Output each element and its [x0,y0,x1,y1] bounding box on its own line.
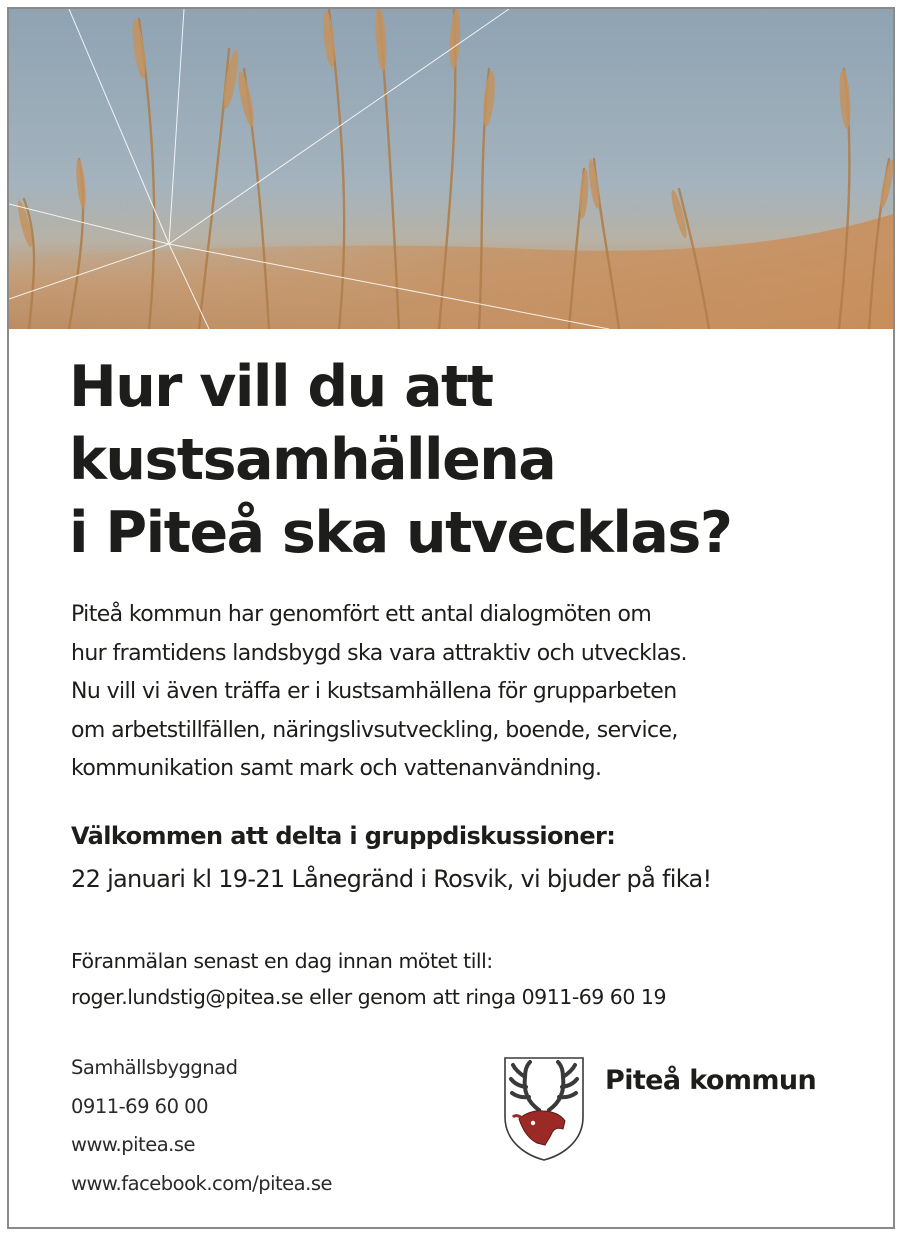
registration-line-1: Föranmälan senast en dag innan mötet till: [71,949,493,973]
header-photo [9,9,893,329]
contact-website: www.pitea.se [71,1133,195,1156]
intro-paragraph [71,596,861,789]
welcome-heading: Välkommen att delta i gruppdiskussioner: [71,822,616,850]
event-details: 22 januari kl 19-21 Lånegränd i Rosvik, vi bjuder på fika! [71,865,712,893]
contact-info [71,1049,431,1203]
intro-line-1: Piteå kommun har genomfört ett antal dialogmöten om [71,602,652,627]
contact-department: Samhällsbyggnad [71,1056,238,1079]
headline [69,351,869,570]
intro-line-3: Nu vill vi även träffa er i kustsamhällena för grupparbeten [71,679,677,704]
beach-grass-image [9,9,893,329]
contact-facebook: www.facebook.com/pitea.se [71,1171,332,1195]
headline-line-1: Hur vill du att [69,354,493,420]
registration-line-2: roger.lundstig@pitea.se eller genom att ringa 0911-69 60 19 [71,985,666,1009]
contact-phone: 0911-69 60 00 [71,1094,208,1118]
intro-line-5: kommunikation samt mark och vattenanvändning. [71,756,602,781]
headline-line-2: kustsamhällena [69,427,556,493]
poster-frame [7,7,895,1229]
headline-line-3: i Piteå ska utvecklas? [69,500,732,566]
intro-line-2: hur framtidens landsbygd ska vara attraktiv och utvecklas. [71,640,687,666]
coat-of-arms-icon [501,1055,587,1163]
intro-line-4: om arbetstillfällen, näringslivsutveckling, boende, service, [71,717,678,743]
registration-info [71,943,851,1015]
organization-name: Piteå kommun [605,1065,817,1096]
